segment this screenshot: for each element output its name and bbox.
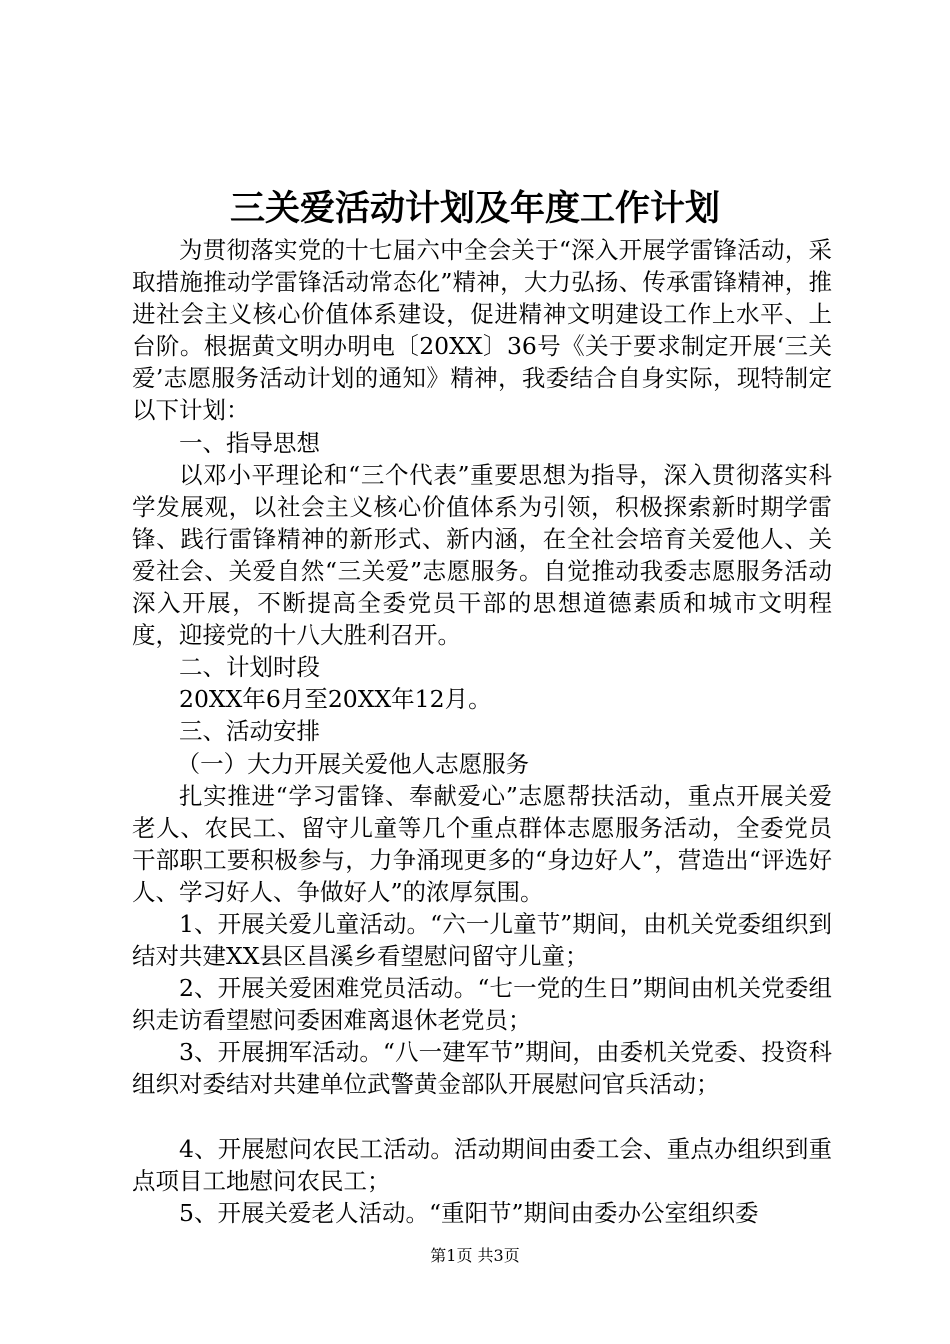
section-heading-activities: 三、活动安排 — [179, 717, 320, 746]
list-item-4: 4、开展慰问农民工活动。活动期间由委工会、重点办组织到重点项目工地慰问农民工； — [132, 1134, 832, 1195]
page-footer: 第1页 共3页 — [430, 1246, 520, 1265]
intro-paragraph: 为贯彻落实党的十七届六中全会关于“深入开展学雷锋活动，采取措施推动学雷锋活动常态化”精神，大力弘扬、传承雷锋精神，推进社会主义核心价值体系建设，促进精神文明建设工作上水平、上台阶。根据黄文明办明电〔20XX〕36号《关于要求制定开展‘三关爱’志愿服务活动计划的通知》精神，我委结合自身实际，现特制定以下计划： — [132, 236, 832, 425]
subsection-heading-caring-others: （一）大力开展关爱他人志愿服务 — [176, 749, 530, 778]
guiding-thought-paragraph: 以邓小平理论和“三个代表”重要思想为指导，深入贯彻落实科学发展观，以社会主义核心价值体系为引领，积极探索新时期学雷锋、践行雷锋精神的新形式、新内涵，在全社会培育关爱他人、关爱社会、关爱自然“三关爱”志愿服务。自觉推动我委志愿服务活动深入开展，不断提高全委党员干部的思想道德素质和城市文明程度，迎接党的十八大胜利召开。 — [132, 460, 832, 650]
blank-line — [132, 1101, 832, 1133]
plan-period-paragraph: 20XX年6月至20XX年12月。 — [179, 685, 492, 714]
list-item-5: 5、开展关爱老人活动。“重阳节”期间由委办公室组织委 — [179, 1198, 759, 1227]
section-heading-plan-period: 二、计划时段 — [179, 653, 320, 682]
document-title: 三关爱活动计划及年度工作计划 — [229, 188, 720, 229]
caring-others-paragraph: 扎实推进“学习雷锋、奉献爱心”志愿帮扶活动，重点开展关爱老人、农民工、留守儿童等几个重点群体志愿服务活动，全委党员干部职工要积极参与，力争涌现更多的“身边好人”，营造出“评选好人、学习好人、争做好人”的浓厚氛围。 — [132, 781, 832, 906]
list-item-1: 1、开展关爱儿童活动。“六一儿童节”期间，由机关党委组织到结对共建XX县区昌溪乡看望慰问留守儿童； — [132, 909, 832, 971]
document-body — [132, 234, 832, 1229]
section-heading-guiding-thought: 一、指导思想 — [179, 428, 320, 457]
list-item-2: 2、开展关爱困难党员活动。“七一党的生日”期间由机关党委组织走访看望慰问委困难离退休老党员； — [132, 974, 832, 1035]
list-item-3: 3、开展拥军活动。“八一建军节”期间，由委机关党委、投资科组织对委结对共建单位武警黄金部队开展慰问官兵活动； — [132, 1038, 832, 1099]
